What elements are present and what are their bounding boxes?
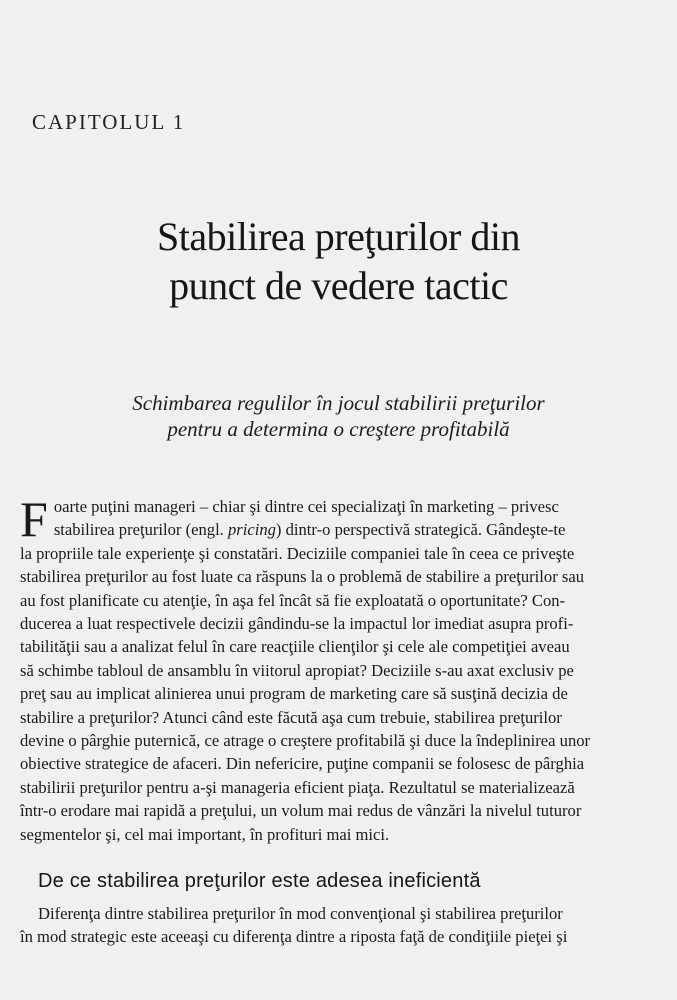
chapter-title-line-1: Stabilirea preţurilor din (157, 214, 520, 259)
body-paragraph (20, 491, 638, 846)
body-line-part: ) dintr-o perspectivă strategică. Gândeşte-te (275, 520, 566, 540)
chapter-subtitle-line-1: Schimbarea regulilor în jocul stabilirii preţurilor (132, 391, 545, 415)
body-line: devine o pârghie puternică, ce atrage o creştere profitabilă şi duce la îndeplinirea unor (20, 731, 591, 751)
chapter-subtitle-line-2: pentru a determina o creştere profitabilă (167, 417, 510, 441)
body-line: să schimbe tabloul de ansamblu în viitorul apropiat? Deciziile s-au axat exclusiv pe (20, 660, 574, 680)
body-line: segmentelor şi, cel mai important, în profituri mai mici. (20, 824, 390, 844)
body-line: obiective strategice de afaceri. Din nefericire, puţine companii se folosesc de pârghia (20, 754, 585, 774)
body-line: într-o erodare mai rapidă a preţului, un volum mai redus de vânzări la nivelul tuturor (20, 801, 582, 821)
body-line: stabilire a preţurilor? Atunci când este făcută aşa cum trebuie, stabilirea preţurilor (20, 707, 562, 727)
body-line: tabilităţii sau a analizat felul în care reacţiile clienţilor şi cele ale competiţiei aveau (20, 637, 570, 657)
body-line: stabilirea preţurilor au fost luate ca răspuns la o problemă de stabilire a preţurilor sau (20, 567, 584, 587)
section-paragraph (20, 902, 638, 949)
body-line: preţ sau au implicat alinierea unui program de marketing care să susţină decizia de (20, 684, 568, 704)
chapter-label: CAPITOLUL 1 (32, 110, 186, 134)
chapter-title (0, 212, 677, 310)
body-line: stabilirii preţurilor pentru a-şi manageria eficient piaţa. Rezultatul se materializează (20, 777, 575, 797)
section-line: în mod strategic este aceeaşi cu diferenţa dintre a riposta faţă de condiţiile pieţei şi (20, 927, 568, 947)
drop-cap: F (20, 491, 48, 547)
body-line: oarte puţini manageri – chiar şi dintre cei specializaţi în marketing – privesc (53, 497, 559, 516)
section-heading: De ce stabilirea preţurilor este adesea ineficientă (38, 870, 481, 892)
body-line-part: stabilirea preţurilor (engl. (53, 520, 228, 540)
body-line: au fost planificate cu atenţie, în aşa fel încât să fie exploatată o oportunitate? Con- (20, 590, 566, 610)
body-line: la propriile tale experienţe şi constatări. Deciziile companiei tale în ceea ce priveşte (20, 543, 575, 563)
section-line: Diferenţa dintre stabilirea preţurilor în mod convenţional şi stabilirea preţurilor (38, 904, 563, 923)
body-line-italic: pricing (227, 520, 276, 540)
body-line: ducerea a luat respectivele decizii gândindu-se la impactul lor imediat asupra profi- (20, 614, 574, 634)
chapter-title-line-2: punct de vedere tactic (169, 263, 508, 308)
chapter-subtitle (0, 390, 677, 442)
body-line (20, 518, 638, 541)
